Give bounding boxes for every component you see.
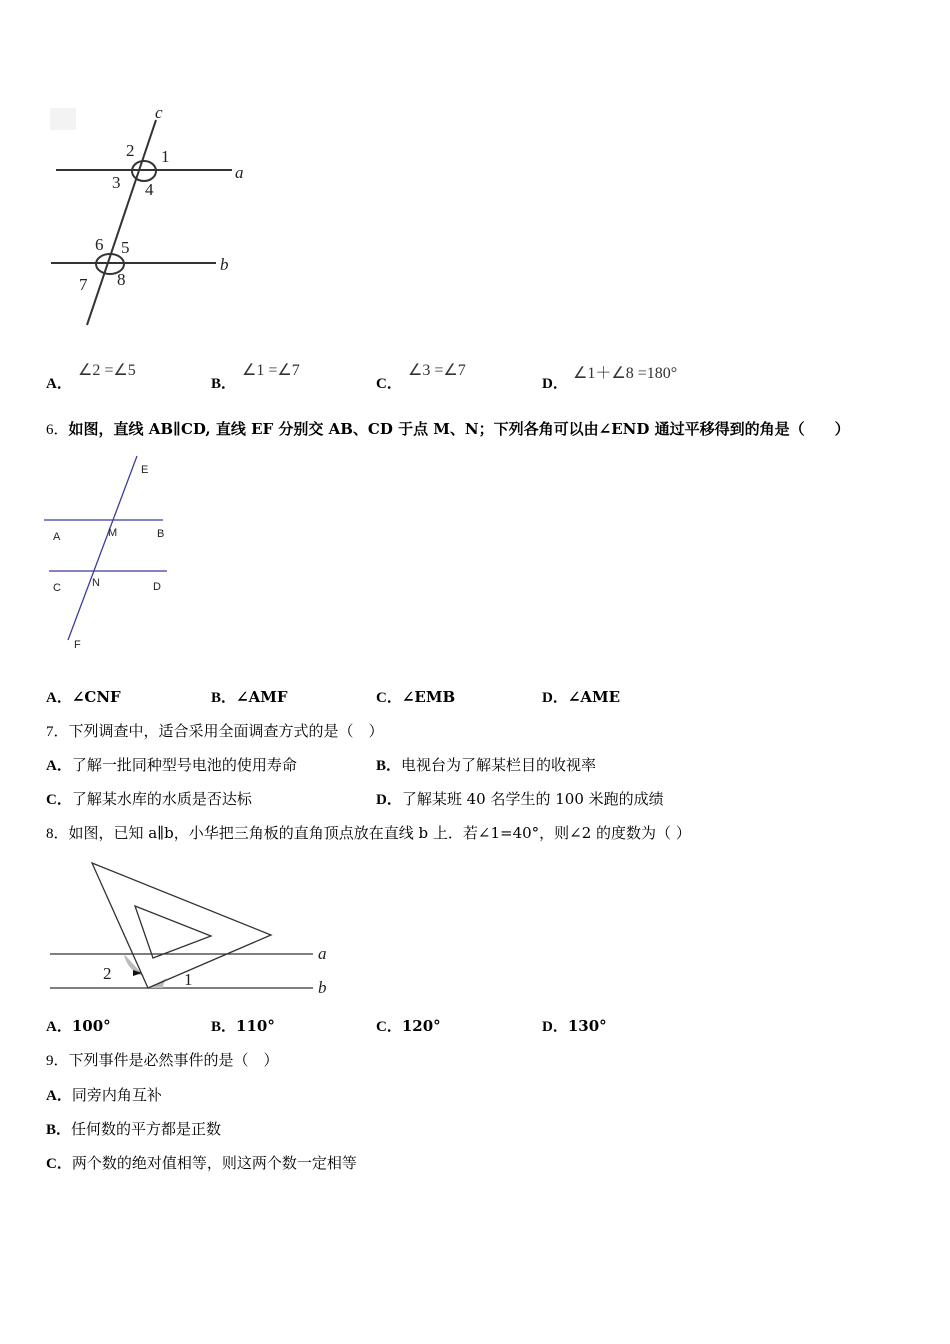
q6-option-b (211, 687, 287, 708)
q6-point-label: A (53, 531, 61, 543)
option-text: 120° (401, 1017, 441, 1035)
option-text: ∠EMB (401, 688, 456, 706)
q8-label-a: a (318, 944, 327, 963)
q6-option-d (542, 687, 620, 708)
option-text: 130° (567, 1017, 607, 1035)
q6-option-c (376, 687, 455, 708)
question-number: 9． (46, 1053, 69, 1069)
q7-stem-row (46, 721, 384, 742)
option-text: 了解某班 40 名学生的 100 米跑的成绩 (401, 790, 664, 808)
q5-angle-label: 6 (95, 235, 104, 254)
option-text: 100° (71, 1017, 111, 1035)
q5-angle-label: 7 (79, 275, 88, 294)
option-letter: C． (376, 376, 402, 392)
q6-point-label: E (141, 464, 149, 476)
question-number: 8． (46, 826, 69, 842)
q9-option-c (46, 1153, 357, 1174)
q8-option-b (211, 1016, 275, 1037)
option-letter: D． (542, 690, 568, 706)
q6-point-label: C (53, 582, 61, 594)
q5-line-label-c: c (155, 103, 163, 122)
option-letter: A． (46, 1088, 72, 1104)
option-letter: B． (211, 1019, 237, 1035)
option-text: ∠AMF (236, 688, 288, 706)
option-letter: B． (376, 758, 402, 774)
option-letter: C． (46, 792, 72, 808)
q6-point-label: F (74, 639, 81, 651)
q8-option-c (376, 1016, 441, 1037)
q5-option-b (211, 373, 236, 394)
q8-angle-label-2: 2 (103, 964, 112, 983)
q5-option-a-expr: ∠2 =∠5 (78, 362, 136, 379)
q8-option-a (46, 1016, 111, 1037)
q6-point-label: D (153, 581, 161, 593)
q8-stem: 如图，已知 a∥b，小华把三角板的直角顶点放在直线 b 上．若∠1=40°，则∠2 的度数为（ ） (68, 824, 691, 842)
option-letter: C． (46, 1156, 72, 1172)
q5-option-c (376, 373, 402, 394)
option-letter: A． (46, 376, 72, 392)
q5-figure (40, 100, 260, 335)
q6-point-label: B (157, 528, 165, 540)
option-letter: B． (211, 376, 237, 392)
q6-figure (40, 450, 180, 655)
q6-option-a (46, 687, 121, 708)
option-letter: B． (211, 690, 237, 706)
q9-stem-row (46, 1050, 279, 1071)
q7-option-d (376, 789, 664, 810)
option-text: 电视台为了解某栏目的收视率 (401, 756, 597, 774)
option-text: 了解一批同种型号电池的使用寿命 (71, 756, 297, 774)
q9-stem: 下列事件是必然事件的是（ ） (68, 1051, 279, 1069)
option-letter: D． (376, 792, 402, 808)
q5-option-d-expr: ∠1＋∠8 =180° (573, 365, 678, 382)
q5-angle-label: 1 (161, 147, 170, 166)
q5-line-label-a: a (235, 163, 244, 182)
q5-option-a (46, 373, 72, 394)
option-text: ∠CNF (71, 688, 121, 706)
q7-option-c (46, 789, 252, 810)
question-number: 7． (46, 724, 69, 740)
q6-point-label: M (108, 527, 118, 539)
q7-option-a (46, 755, 297, 776)
option-letter: A． (46, 690, 72, 706)
q9-option-b (46, 1119, 221, 1140)
option-text: 两个数的绝对值相等，则这两个数一定相等 (71, 1154, 357, 1172)
q7-option-b (376, 755, 596, 776)
q5-angle-label: 2 (126, 141, 135, 160)
q5-option-b-expr: ∠1 =∠7 (242, 362, 300, 379)
q9-option-a (46, 1085, 162, 1106)
option-text: 110° (236, 1017, 275, 1035)
q8-angle-label-1: 1 (184, 970, 193, 989)
option-text: 任何数的平方都是正数 (71, 1120, 222, 1138)
q8-label-b: b (318, 978, 327, 997)
q8-figure (40, 855, 340, 1000)
q7-stem: 下列调查中，适合采用全面调查方式的是（ ） (68, 722, 384, 740)
q5-angle-label: 3 (112, 173, 121, 192)
option-letter: B． (46, 1122, 72, 1138)
option-letter: C． (376, 690, 402, 706)
option-letter: D． (542, 376, 568, 392)
q6-stem-row (46, 419, 850, 440)
option-letter: A． (46, 758, 72, 774)
q8-option-d (542, 1016, 607, 1037)
q6-stem: 如图，直线 AB∥CD, 直线 EF 分别交 AB、CD 于点 M、N；下列各角可以由∠END 通过平移得到的角是（ ） (68, 420, 850, 438)
option-letter: A． (46, 1019, 72, 1035)
option-text: ∠AME (567, 688, 621, 706)
q5-angle-label: 5 (121, 238, 130, 257)
option-letter: C． (376, 1019, 402, 1035)
q5-option-c-expr: ∠3 =∠7 (408, 362, 466, 379)
q5-option-d (542, 373, 568, 394)
q5-line-label-b: b (220, 255, 229, 274)
option-letter: D． (542, 1019, 568, 1035)
option-text: 了解某水库的水质是否达标 (71, 790, 252, 808)
q5-angle-label: 8 (117, 270, 126, 289)
question-number: 6． (46, 422, 69, 438)
q6-point-label: N (92, 577, 100, 589)
q8-stem-row (46, 823, 691, 844)
option-text: 同旁内角互补 (71, 1086, 162, 1104)
q5-angle-label: 4 (145, 180, 154, 199)
